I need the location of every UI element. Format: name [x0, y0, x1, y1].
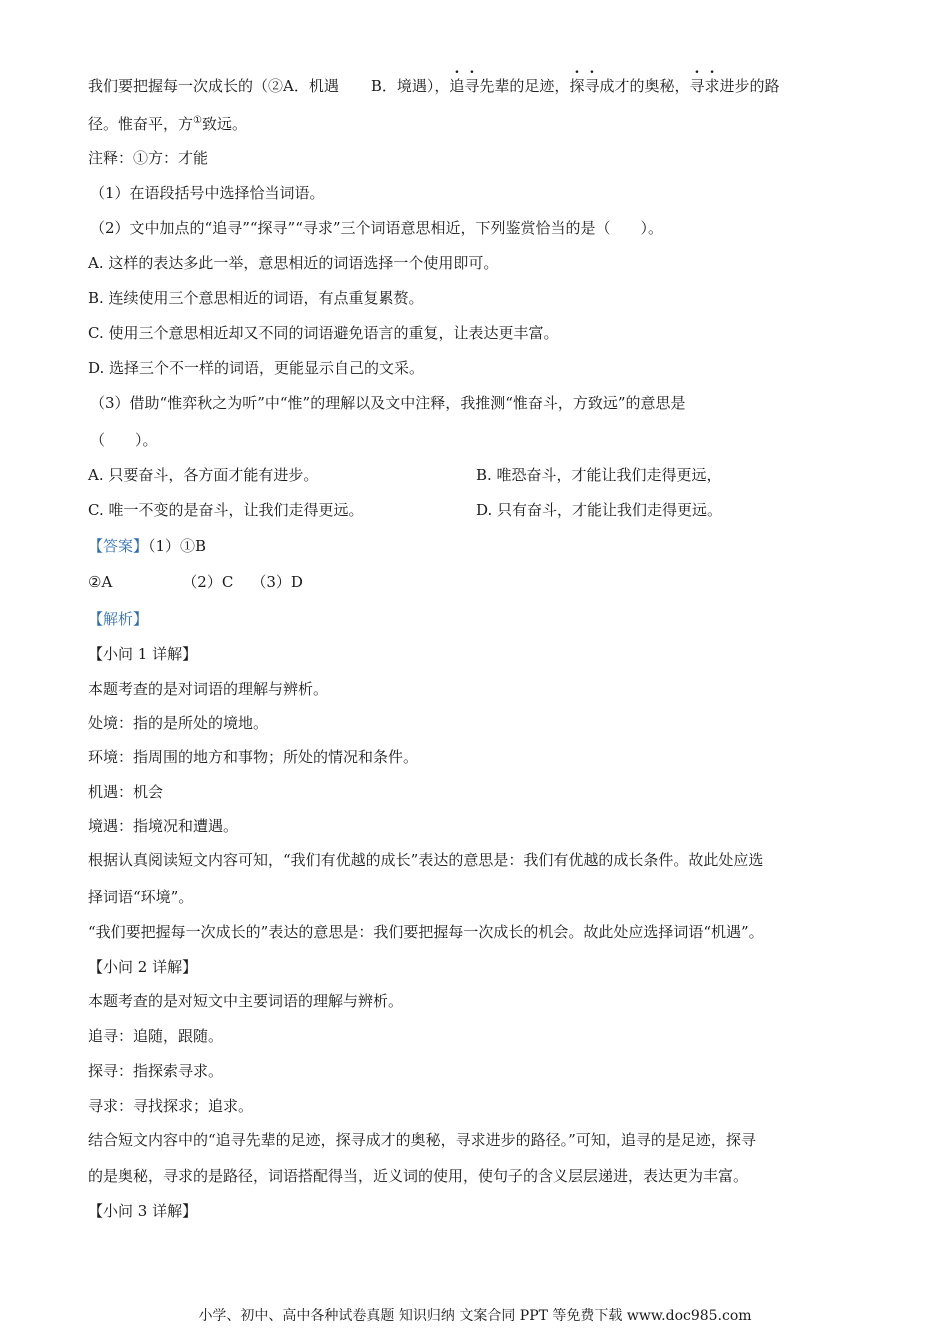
question-3-option-a: A. 只要奋斗，各方面才能有进步。 — [88, 466, 319, 484]
section-1-heading: 【小问 1 详解】 — [88, 645, 198, 663]
page-footer: 小学、初中、高中各种试卷真题 知识归纳 文案合同 PPT 等免费下载 www.doc985.com — [198, 1308, 752, 1324]
question-2: （2）文中加点的“追寻”“探寻”“寻求”三个词语意思相近，下列鉴赏恰当的是（ ）。 — [90, 219, 664, 237]
dotted-word-zhuixun: 追寻 — [449, 77, 480, 95]
passage-line-2: 径。惟奋平，方①致远。 — [88, 115, 247, 133]
section-2-line: 结合短文内容中的“追寻先辈的足迹，探寻成才的奥秘，寻求进步的路径。”可知，追寻的是足迹，探寻 — [88, 1131, 756, 1149]
question-3-option-b: B. 唯恐奋斗，才能让我们走得更远， — [476, 466, 722, 484]
section-1-line: 根据认真阅读短文内容可知，“我们有优越的成长”表达的意思是：我们有优越的成长条件。故此处应选 — [88, 851, 764, 869]
section-1-line: 机遇：机会 — [88, 783, 164, 801]
question-2-option-a: A. 这样的表达多此一举，意思相近的词语选择一个使用即可。 — [88, 254, 499, 272]
section-1-line: 择词语“环境”。 — [88, 888, 194, 906]
answer-tag: 【答案】 — [88, 537, 149, 555]
question-3: （3）借助“惟弈秋之为听”中“惟”的理解以及文中注释，我推测“惟奋斗，方致远”的意思是 — [90, 394, 686, 412]
question-3-blank: （ ）。 — [90, 431, 158, 449]
footnote-marker: ① — [193, 115, 202, 126]
section-2-line: 探寻：指探索寻求。 — [88, 1062, 224, 1080]
question-3-option-c: C. 唯一不变的是奋斗，让我们走得更远。 — [88, 501, 364, 519]
passage-line-1: 我们要把握每一次成长的（②A．机遇 B．境遇），追寻先辈的足迹，探寻成才的奥秘，寻求进步的路 — [88, 77, 780, 95]
section-2-line: 追寻：追随，跟随。 — [88, 1027, 224, 1045]
question-2-option-d: D. 选择三个不一样的词语，更能显示自己的文采。 — [88, 359, 425, 377]
analysis-tag: 【解析】 — [88, 610, 149, 628]
question-3-option-d: D. 只有奋斗，才能让我们走得更远。 — [476, 501, 723, 519]
dotted-word-xunqiu: 寻求 — [689, 77, 720, 95]
question-1: （1）在语段括号中选择恰当词语。 — [90, 184, 325, 202]
dotted-word-tanxun: 探寻 — [569, 77, 600, 95]
footnote: 注释：①方：才能 — [88, 149, 209, 167]
option-b-jingyu: B．境遇）， — [370, 77, 450, 95]
answer-line-2: ②A （2）C （3）D — [88, 573, 303, 591]
section-1-line: 处境：指的是所处的境地。 — [88, 714, 269, 732]
section-1-line: 本题考查的是对词语的理解与辨析。 — [88, 680, 329, 698]
answer-line: 【答案】（1）①B — [88, 537, 207, 555]
section-1-line: “我们要把握每一次成长的”表达的意思是：我们要把握每一次成长的机会。故此处应选择词语“机遇”。 — [88, 923, 764, 941]
section-1-line: 境遇：指境况和遭遇。 — [88, 817, 239, 835]
section-2-heading: 【小问 2 详解】 — [88, 958, 198, 976]
question-2-option-b: B. 连续使用三个意思相近的词语，有点重复累赘。 — [88, 289, 424, 307]
section-2-line: 的是奥秘，寻求的是路径，词语搭配得当，近义词的使用，使句子的含义层层递进，表达更为丰富。 — [88, 1167, 749, 1185]
section-1-line: 环境：指周围的地方和事物；所处的情况和条件。 — [88, 748, 419, 766]
section-2-line: 本题考查的是对短文中主要词语的理解与辨析。 — [88, 992, 404, 1010]
question-2-option-c: C. 使用三个意思相近却又不同的词语避免语言的重复，让表达更丰富。 — [88, 324, 559, 342]
section-2-line: 寻求：寻找探求；追求。 — [88, 1097, 254, 1115]
option-a-jiyu: A．机遇 — [283, 77, 339, 95]
section-3-heading: 【小问 3 详解】 — [88, 1202, 198, 1220]
